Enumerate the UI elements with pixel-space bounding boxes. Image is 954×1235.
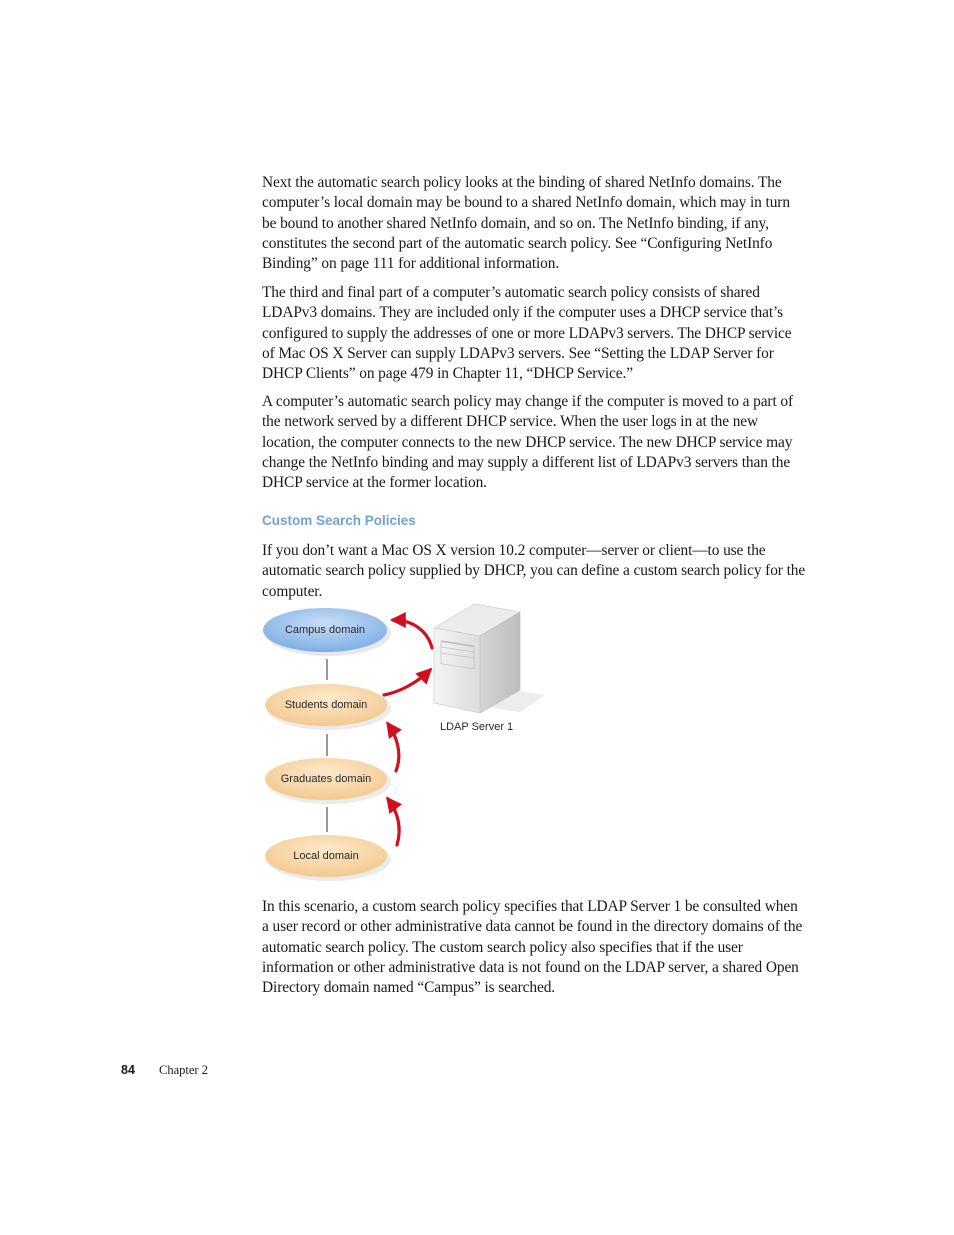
ldap-server-label: LDAP Server 1: [440, 721, 514, 733]
local-domain-node: [265, 835, 391, 881]
page-number: 84: [121, 1063, 135, 1077]
graduates-domain-label: Graduates domain: [280, 773, 372, 785]
students-domain-node: [265, 684, 391, 730]
arrow-graduates-to-students: [388, 724, 399, 771]
students-domain-label: Students domain: [284, 699, 368, 711]
paragraph-dhcp-change: A computer’s automatic search policy may change if the computer is moved to a part of the network served by a different DHCP service. When the user logs in at the new location, the computer connects to the new DHCP service. The new DHCP service may change the NetInfo binding and may supply a different list of LDAPv3 servers than the DHCP service at the former location.: [262, 393, 793, 492]
arrow-students-to-server: [384, 670, 430, 695]
search-policy-diagram: [250, 595, 550, 885]
ldap-server-icon: [434, 604, 545, 713]
arrow-server-to-campus: [393, 620, 432, 648]
graduates-domain-node: [265, 758, 391, 804]
section-heading: Custom Search Policies: [262, 513, 416, 528]
paragraph-custom-policy-intro: If you don’t want a Mac OS X version 10.2 computer—server or client—to use the automatic search policy supplied by DHCP, you can define a custom search policy for the computer.: [262, 542, 806, 600]
paragraph-ldapv3-domains: The third and final part of a computer’s automatic search policy consists of shared LDAPv3 domains. They are included only if the computer uses a DHCP service that’s configured to supply the addresses of one or more LDAPv3 servers. The DHCP service of Mac OS X Server can supply LDAPv3 servers. See “Setting the LDAP Server for DHCP Clients” on page 479 in Chapter 11, “DHCP Service.”: [262, 284, 792, 383]
arrow-local-to-graduates: [388, 799, 399, 845]
campus-domain-label: Campus domain: [284, 624, 366, 636]
paragraph-scenario: In this scenario, a custom search policy specifies that LDAP Server 1 be consulted when a user record or other administrative data cannot be found in the directory domains of the automatic search policy. The custom search policy also specifies that if the user information or other administrative data is not found on the LDAP server, a shared Open Directory domain named “Campus” is searched.: [262, 898, 803, 997]
campus-domain-node: [263, 608, 391, 656]
local-domain-label: Local domain: [293, 850, 359, 862]
paragraph-netinfo-binding: Next the automatic search policy looks at the binding of shared NetInfo domains. The computer’s local domain may be bound to a shared NetInfo domain, which may in turn be bound to another shared NetInfo domain, and so on. The NetInfo binding, if any, constitutes the second part of the automatic search policy. See “Configuring NetInfo Binding” on page 111 for additional information.: [262, 174, 790, 273]
chapter-label: Chapter 2: [159, 1063, 208, 1077]
